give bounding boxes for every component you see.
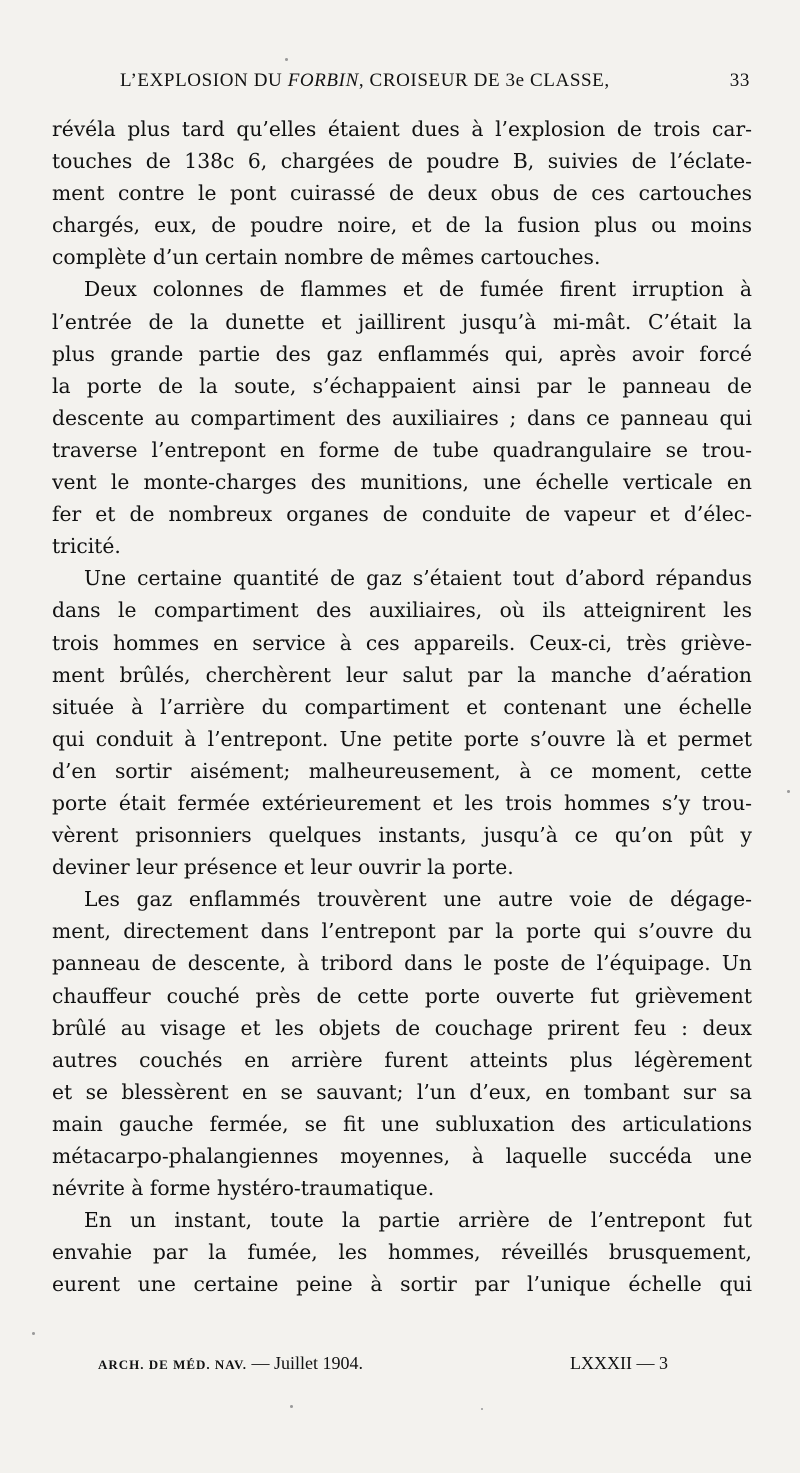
text-line: vent le monte-charges des munitions, une échelle verticale en	[52, 470, 752, 495]
page-number: 33	[729, 70, 750, 91]
text-line: située à l’arrière du compartiment et contenant une échelle	[52, 694, 752, 719]
text-line: porte était fermée extérieurement et les trois hommes s’y trou-	[52, 790, 752, 815]
text-line: Une certaine quantité de gaz s’étaient tout d’abord répandus	[84, 566, 752, 591]
text-line: métacarpo-phalangiennes moyennes, à laquelle succéda une	[52, 1144, 752, 1168]
text-line: tricité.	[52, 534, 121, 559]
body-text	[52, 113, 752, 1300]
text-line: dans le compartiment des auxiliaires, où ils atteignirent les	[52, 598, 752, 623]
text-line: main gauche fermée, se fit une subluxation des articulations	[52, 1111, 752, 1136]
text-line: chargés, eux, de poudre noire, et de la fusion plus ou moins	[52, 213, 752, 238]
text-line: chauffeur couché près de cette porte ouverte fut grièvement	[52, 983, 752, 1008]
text-line: Les gaz enflammés trouvèrent une autre voie de dégage-	[84, 887, 752, 912]
scan-speck	[290, 1405, 293, 1408]
text-line: d’en sortir aisément; malheureusement, à ce moment, cette	[52, 758, 752, 783]
text-line: qui conduit à l’entrepont. Une petite porte s’ouvre là et permet	[52, 726, 752, 751]
footer-separator: —	[246, 1353, 274, 1373]
text-line: névrite à forme hystéro-traumatique.	[52, 1176, 435, 1201]
text-line: fer et de nombreux organes de conduite de vapeur et d’élec-	[52, 502, 752, 527]
scan-speck	[285, 58, 288, 61]
text-line: trois hommes en service à ces appareils. Ceux-ci, très grièvе-	[52, 630, 752, 655]
page-footer	[98, 1353, 750, 1383]
text-line: autres couchés en arrière furent atteints plus légèrement	[52, 1047, 752, 1072]
running-title	[120, 70, 610, 92]
running-title-ship-name: FORBIN	[287, 70, 359, 91]
running-title-suffix: , CROISEUR DE 3e CLASSE,	[358, 70, 610, 91]
footer-volume: LXXXII — 3	[570, 1353, 668, 1373]
running-header	[120, 70, 750, 100]
text-line: plus grande partie des gaz enflammés qui, après avoir forcé	[52, 341, 752, 366]
text-line: descente au compartiment des auxiliaires ; dans ce panneau qui	[52, 405, 752, 430]
footer-citation	[98, 1353, 363, 1374]
scan-speck	[32, 1332, 35, 1335]
text-line: deviner leur présence et leur ouvrir la porte.	[52, 855, 514, 880]
text-line: brûlé au visage et les objets de couchage prirent feu : deux	[52, 1015, 752, 1040]
text-line: complète d’un certain nombre de mêmes cartouches.	[52, 245, 601, 270]
text-line: ment brûlés, cherchèrent leur salut par la manche d’aération	[52, 662, 752, 687]
text-line: la porte de la soute, s’échappaient ainsi par le panneau de	[52, 373, 752, 398]
text-line: et se blessèrent en se sauvant; l’un d’eux, en tombant sur sa	[52, 1079, 752, 1104]
text-line: ment contre le pont cuirassé de deux obus de ces cartouches	[52, 181, 752, 206]
running-title-prefix: L’EXPLOSION DU	[120, 70, 288, 91]
footer-date: Juillet 1904.	[273, 1353, 363, 1373]
footer-journal-abbrev: ARCH. DE MÉD. NAV.	[98, 1357, 247, 1372]
scan-speck	[481, 1408, 483, 1410]
text-line: ment, directement dans l’entrepont par la porte qui s’ouvre du	[52, 919, 752, 944]
text-line: En un instant, toute la partie arrière de l’entrepont fut	[84, 1208, 752, 1233]
text-line: traverse l’entrepont en forme de tube quadrangulaire se trou-	[52, 437, 752, 462]
scan-speck	[787, 790, 790, 793]
text-line: panneau de descente, à tribord dans le poste de l’équipage. Un	[52, 951, 752, 976]
text-line: Deux colonnes de flammes et de fumée firent irruption à	[84, 277, 752, 302]
text-line: révéla plus tard qu’elles étaient dues à l’explosion de trois car-	[52, 117, 752, 141]
text-line: envahie par la fumée, les hommes, réveillés brusquement,	[52, 1240, 752, 1265]
text-line: l’entrée de la dunette et jaillirent jusqu’à mi-mât. C’était la	[52, 309, 752, 334]
text-line: eurent une certaine peine à sortir par l’unique échelle qui	[52, 1272, 752, 1297]
text-line: touches de 138c 6, chargées de poudre B, suivies de l’éclate-	[52, 149, 752, 174]
text-line: vèrent prisonniers quelques instants, jusqu’à ce qu’on pût y	[52, 823, 752, 848]
